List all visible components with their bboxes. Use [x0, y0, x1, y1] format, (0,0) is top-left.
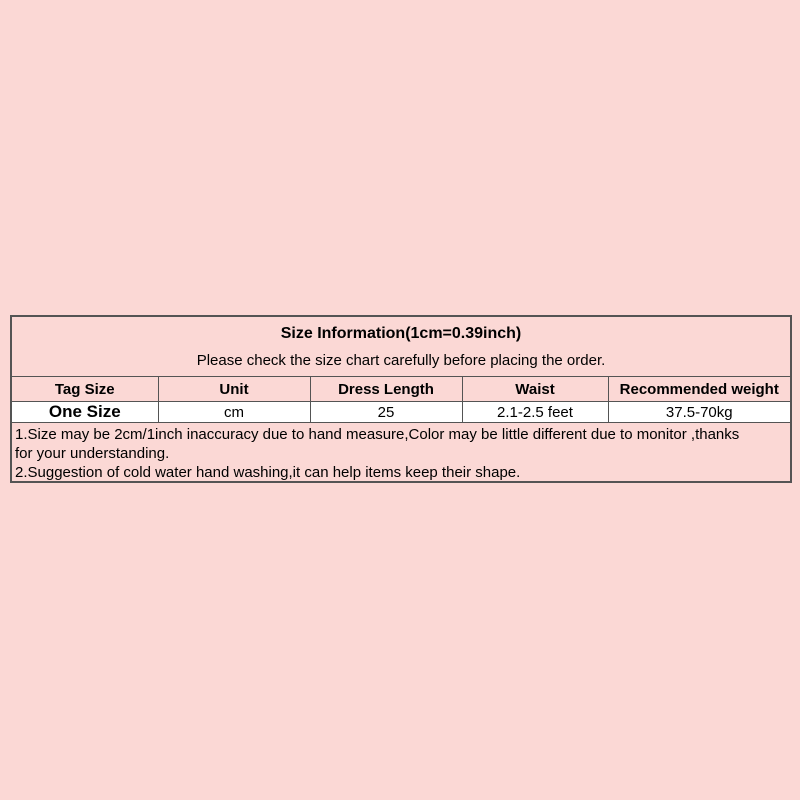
size-chart-header — [12, 317, 790, 377]
column-header-dress-length: Dress Length — [310, 377, 462, 402]
column-header-unit: Unit — [158, 377, 310, 402]
size-table-header-row — [12, 377, 790, 402]
size-chart-panel — [10, 315, 792, 483]
note-line-1: 1.Size may be 2cm/1inch inaccuracy due to hand measure,Color may be little different due to monitor ,thanks — [15, 426, 740, 443]
cell-dress-length: 25 — [310, 402, 462, 423]
column-header-tag-size: Tag Size — [12, 377, 158, 402]
cell-waist: 2.1-2.5 feet — [462, 402, 608, 423]
column-header-recommended-weight: Recommended weight — [608, 377, 790, 402]
note-line-3: 2.Suggestion of cold water hand washing,it can help items keep their shape. — [15, 464, 521, 481]
size-table — [12, 377, 790, 423]
column-header-waist: Waist — [462, 377, 608, 402]
cell-unit: cm — [158, 402, 310, 423]
size-chart-notes — [12, 423, 790, 481]
cell-tag-size: One Size — [12, 402, 158, 423]
size-table-data-row — [12, 402, 790, 423]
size-chart-subtitle: Please check the size chart carefully before placing the order. — [196, 352, 606, 369]
size-chart-title: Size Information(1cm=0.39inch) — [280, 325, 522, 342]
note-line-2: for your understanding. — [15, 445, 170, 462]
cell-recommended-weight: 37.5-70kg — [608, 402, 790, 423]
